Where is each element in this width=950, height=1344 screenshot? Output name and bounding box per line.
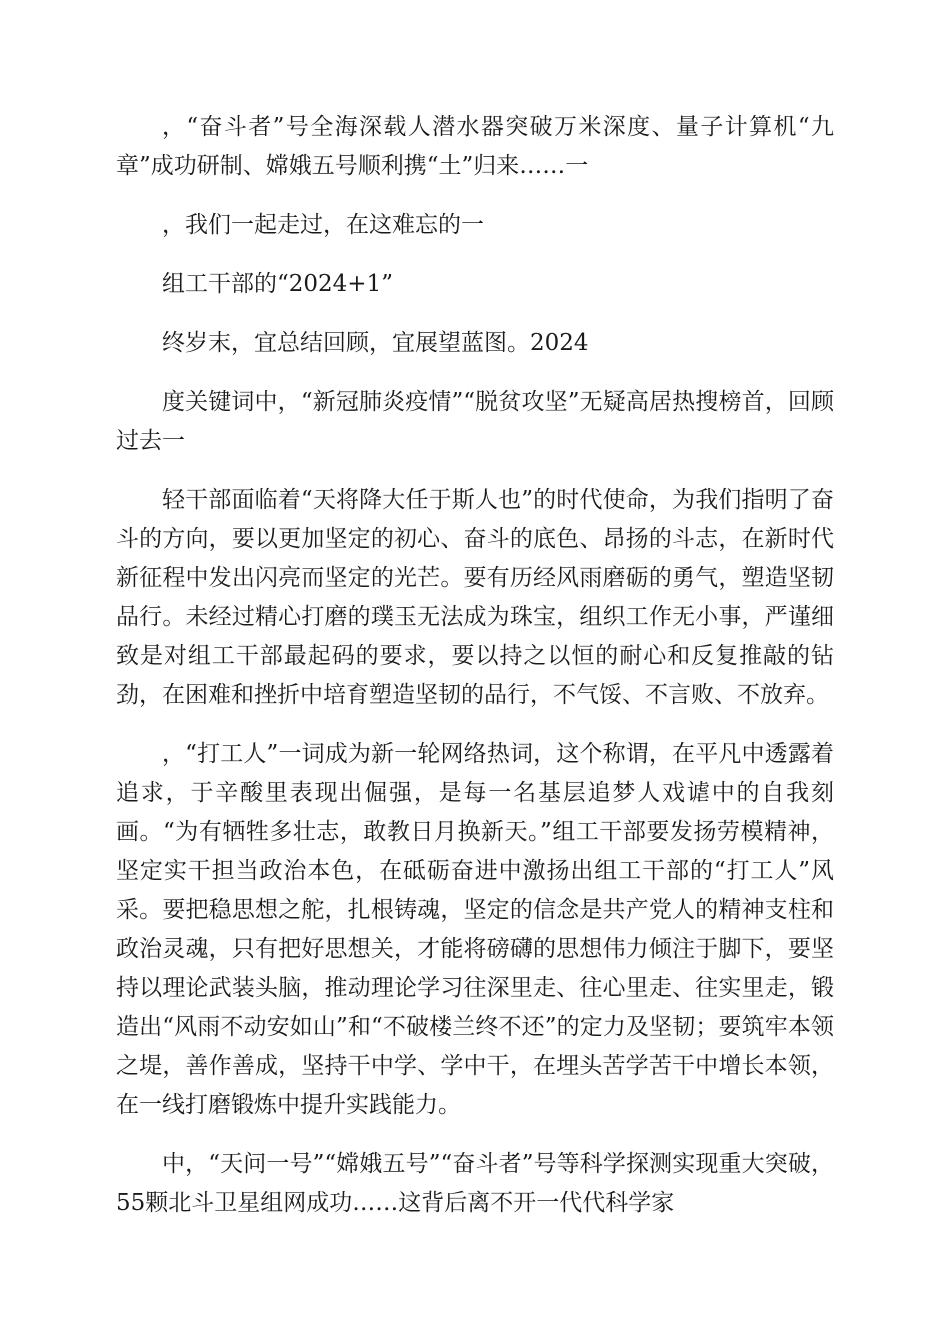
paragraph-4: 终岁末，宜总结回顾，宜展望蓝图。2024 [162, 330, 589, 356]
document-body [116, 108, 834, 1243]
paragraph-8: 中，“天问一号”“嫦娥五号”“奋斗者”号等科学探测实现重大突破，55颗北斗卫星组网成功……这背后离不开一代代科学家 [116, 1151, 834, 1216]
paragraph-5: 度关键词中，“新冠肺炎疫情”“脱贫攻坚”无疑高居热搜榜首，回顾过去一 [116, 389, 834, 454]
paragraph-2: ，我们一起走过，在这难忘的一 [162, 212, 484, 238]
paragraph-1: ，“奋斗者”号全海深载人潜水器突破万米深度、量子计算机“九章”成功研制、嫦娥五号顺利携“土”归来……一 [116, 114, 834, 179]
paragraph-3: 组工干部的“2024+1” [162, 271, 393, 297]
paragraph-6: 轻干部面临着“天将降大任于斯人也”的时代使命，为我们指明了奋斗的方向，要以更加坚定的初心、奋斗的底色、昂扬的斗志，在新时代新征程中发出闪亮而坚定的光芒。要有历经风雨磨砺的勇气，塑造坚韧品行。未经过精心打磨的璞玉无法成为珠宝，组织工作无小事，严谨细致是对组工干部最起码的要求，要以持之以恒的耐心和反复推敲的钻劲，在困难和挫折中培育塑造坚韧的品行，不气馁、不言败、不放弃。 [116, 487, 834, 708]
paragraph-7: ，“打工人”一词成为新一轮网络热词，这个称谓，在平凡中透露着追求，于辛酸里表现出倔强，是每一名基层追梦人戏谑中的自我刻画。“为有牺牲多壮志，敢教日月换新天。”组工干部要发扬劳模精神，坚定实干担当政治本色，在砥砺奋进中激扬出组工干部的“打工人”风采。要把稳思想之舵，扎根铸魂，坚定的信念是共产党人的精神支柱和政治灵魂，只有把好思想关，才能将磅礴的思想伟力倾注于脚下，要坚持以理论武装头脑，推动理论学习往深里走、往心里走、往实里走，锻造出“风雨不动安如山”和“不破楼兰终不还”的定力及坚韧；要筑牢本领之堤，善作善成，坚持干中学、学中干，在埋头苦学苦干中增长本领，在一线打磨锻炼中提升实践能力。 [116, 741, 834, 1118]
